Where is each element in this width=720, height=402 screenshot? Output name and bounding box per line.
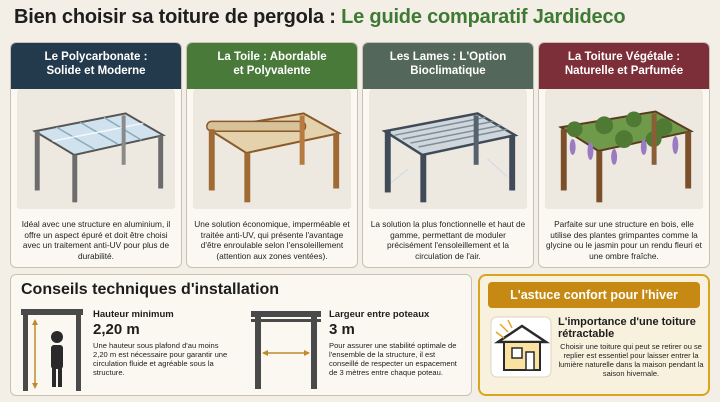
tips-title: Conseils techniques d'installation [21, 281, 280, 298]
card-description: Parfaite sur une structure en bois, elle utilise des plantes grimpantes comme la glycine ou le jasmin pour un rendu fleuri et une ombre fraîche. [546, 219, 702, 261]
winter-tip-text: Choisir une toiture qui peut se retirer ou se replier est essentiel pour laisser entrer la lumière naturelle dans la maison pendant la saison hivernale. [558, 342, 704, 378]
height-value: 2,20 m [93, 321, 140, 338]
card-header [539, 43, 709, 89]
installation-tips-panel [10, 274, 472, 396]
card-header-line-2: Naturelle et Parfumée [564, 65, 684, 77]
tip-spacing [249, 307, 469, 393]
toile-pergola-illustration [193, 89, 351, 209]
spacing-pergola-icon [249, 307, 323, 391]
card-header-line-1: Les Lames : L'Option [389, 51, 507, 63]
card-header [363, 43, 533, 89]
vegetale-pergola-illustration [545, 89, 703, 209]
title-part-2: Le guide comparatif Jardideco [341, 6, 626, 28]
card-header-line-1: Le Polycarbonate : [44, 51, 148, 63]
title-part-1: Bien choisir sa toiture de pergola : [14, 6, 336, 28]
spacing-value: 3 m [329, 321, 355, 338]
card-header-line-2: Bioclimatique [410, 65, 486, 77]
card-header-line-1: La Toile : Abordable [217, 51, 327, 63]
retractable-roof-house-icon [490, 316, 552, 378]
height-label: Hauteur minimum [93, 309, 174, 320]
tip-height [19, 307, 241, 393]
card-description: La solution la plus fonctionnelle et haut de gamme, permettant de moduler précisément l'ensoleillement et la circulation de l'air. [370, 219, 526, 261]
card-header-line-1: La Toiture Végétale : [567, 51, 681, 63]
card-lames [362, 42, 534, 268]
lames-pergola-illustration [369, 89, 527, 209]
winter-tip-title: L'importance d'une toiture rétractable [558, 316, 696, 340]
polycarbonate-pergola-illustration [17, 89, 175, 209]
height-pergola-icon [19, 307, 85, 391]
page-title [14, 6, 714, 34]
card-header-line-2: et Polyvalente [233, 65, 311, 77]
height-text: Une hauteur sous plafond d'au moins 2,20 m est nécessaire pour garantir une circulation fluide et agréable sous la structure. [93, 341, 228, 377]
winter-tip-panel [478, 274, 710, 396]
card-polycarbonate [10, 42, 182, 268]
spacing-text: Pour assurer une stabilité optimale de l'ensemble de la structure, il est conseillé de respecter un espacement de 3 mètres entre chaque poteau. [329, 341, 457, 377]
winter-tip-header: L'astuce confort pour l'hiver [488, 282, 700, 308]
card-header [187, 43, 357, 89]
card-header-line-2: Solide et Moderne [46, 65, 146, 77]
card-toile [186, 42, 358, 268]
card-header [11, 43, 181, 89]
spacing-label: Largeur entre poteaux [329, 309, 430, 320]
card-vegetale [538, 42, 710, 268]
card-description: Une solution économique, imperméable et traitée anti-UV, qui présente l'avantage d'être enroulable selon l'ensoleillement (attention aux zones ventées). [194, 219, 350, 261]
card-description: Idéal avec une structure en aluminium, il offre un aspect épuré et doit être choisi avec un traitement anti-UV pour plus de durabilité. [21, 219, 171, 261]
